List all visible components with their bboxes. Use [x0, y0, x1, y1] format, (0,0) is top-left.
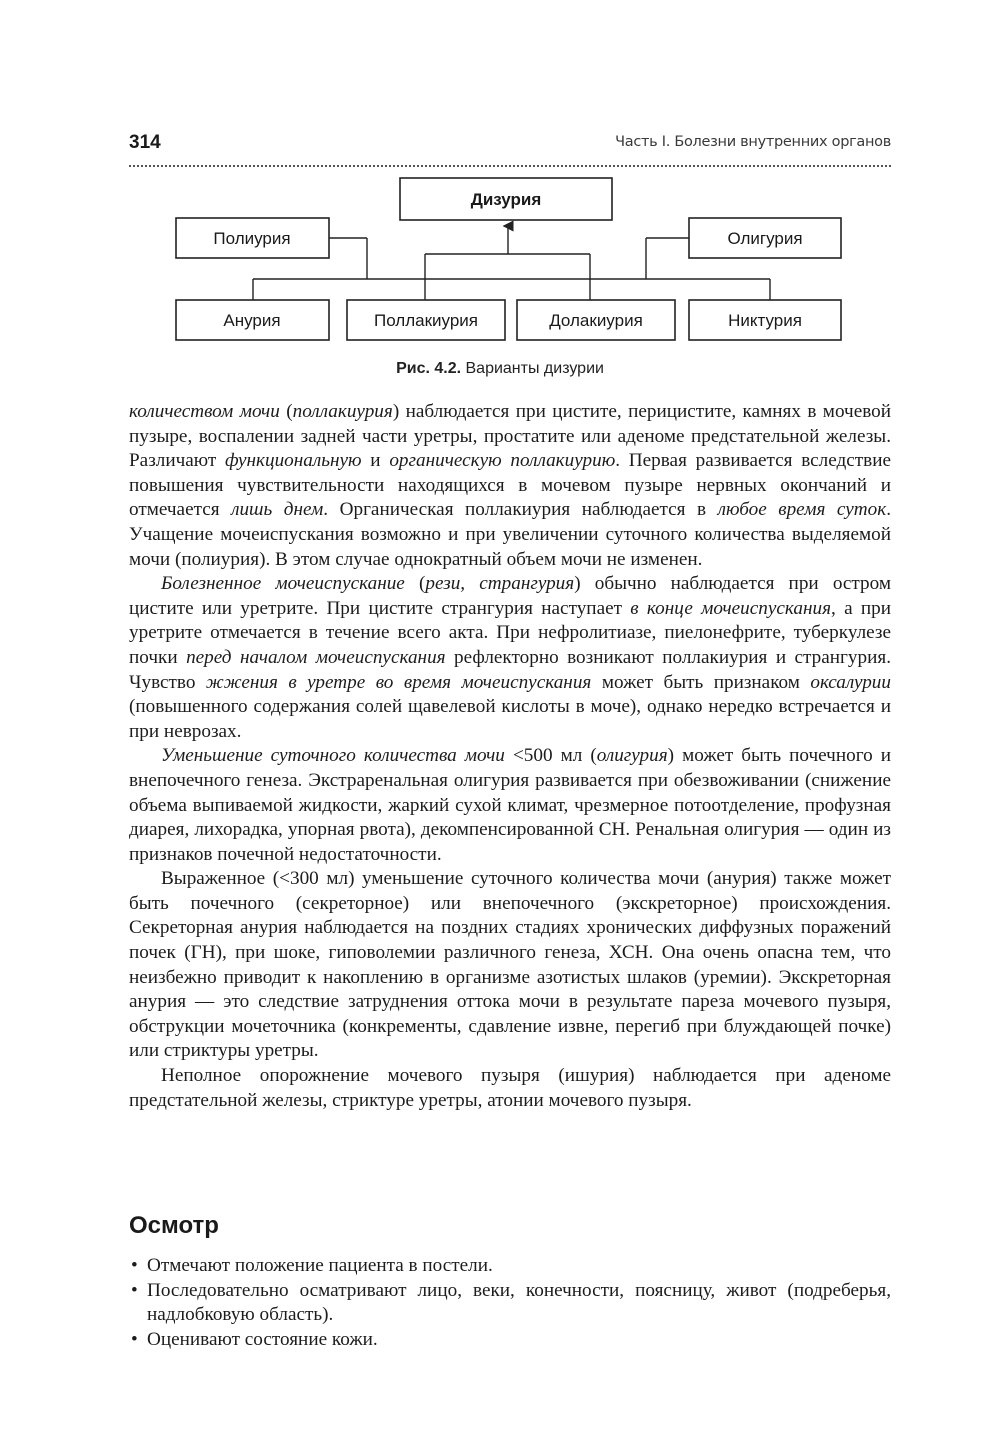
paragraph [129, 744, 891, 867]
box-poliuria-label: Полиурия [213, 229, 291, 248]
italic-term: любое время суток [717, 499, 887, 521]
body-text [129, 400, 891, 1113]
running-title: Часть I. Болезни внутренних органов [615, 134, 891, 150]
box-oliguria-label: Олигурия [727, 229, 803, 248]
text-run: . Первая развивается вследствие повышения чувствительности находящихся в мочевом пузыре нервных окончаний и отмечается [129, 450, 892, 521]
text-run: , а при уретрите отмечается в течение всего акта. При нефролитиазе, пиелонефрите, туберкулезе почки [129, 597, 892, 668]
header-dotted-rule [129, 165, 891, 167]
italic-term: Болезненное мочеиспускание [161, 573, 405, 595]
italic-term: количеством мочи [129, 401, 280, 422]
box-nikturia-label: Никтурия [728, 311, 802, 330]
italic-term: жжения в уретре во время мочеиспускания [205, 671, 592, 693]
text-run: Неполное опорожнение мочевого пузыря (ишурия) наблюдается при аденоме предстательной железы, стриктуре уретры, атонии мочевого пузыря. [129, 1065, 891, 1111]
text-run: . Органическая поллакиурия наблюдается в [323, 499, 718, 521]
box-dolakiuria [517, 300, 675, 340]
italic-term: оксалурии [810, 671, 891, 693]
italic-term: олигурия [596, 745, 668, 767]
text-run: рефлекторно возникают поллакиурия и странгурия. Чувство [129, 646, 892, 693]
text-run: . Учащение мочеиспускания возможно и при увеличении суточного количества выделяемой мочи (полиурия). В этом случае однократный объем мочи не изменен. [129, 499, 892, 570]
box-dysuria-label: Дизурия [470, 190, 542, 209]
list-item: • Последовательно осматривают лицо, веки, конечности, поясницу, живот (подреберья, надлобковую область). [129, 1279, 891, 1328]
list-item: • Отмечают положение пациента в постели. [129, 1254, 891, 1279]
text-run: ( [279, 401, 293, 422]
box-poliuria [176, 218, 329, 258]
text-run: ) может быть почечного и внепочечного генеза. Экстраренальная олигурия развивается при обезвоживании (снижение объема выпиваемой жидкости, жаркий сухой климат, чрезмерное потоотделение, профузная диарея, лихорадка, упорная рвота), декомпенсированной СН. Ренальная олигурия — один из признаков почечной недостаточности. [129, 745, 891, 865]
italic-term: органическую поллакиурию [389, 450, 616, 472]
figure-caption [0, 360, 1000, 378]
page-header [129, 132, 891, 164]
text-run: (повышенного содержания солей щавелевой кислоты в моче), однако нередко встречается и при неврозах. [129, 696, 891, 742]
italic-term: рези, странгурия [425, 573, 575, 595]
paragraph [129, 1064, 891, 1113]
box-nikturia [689, 300, 841, 340]
italic-term: поллакиурия [292, 401, 393, 422]
box-pollakiuria-label: Поллакиурия [374, 311, 478, 330]
figure-caption-label: Рис. 4.2. [396, 360, 462, 377]
text-run: ) обычно наблюдается при остром цистите или уретрите. При цистите странгурия наступает [129, 573, 892, 619]
page-number: 314 [129, 132, 161, 153]
text-run: и [361, 450, 390, 472]
bullet-list [129, 1254, 891, 1352]
box-pollakiuria [347, 300, 505, 340]
box-dysuria [400, 178, 612, 220]
text-run: ( [404, 573, 426, 595]
paragraph [129, 572, 891, 744]
box-anuria-label: Анурия [223, 311, 281, 330]
figure-caption-text: Варианты дизурии [465, 360, 604, 377]
section-heading: Осмотр [129, 1212, 219, 1239]
italic-term: функциональную [225, 450, 362, 472]
box-oliguria [689, 218, 841, 258]
text-run: Выраженное (<300 мл) уменьшение суточного количества мочи (анурия) также может быть почечного (секреторное) или внепочечного (экскреторное) происхождения. Секреторная анурия наблюдается на поздних стадиях хронических диффузных поражений почек (ГН), при шоке, гиповолемии различного генеза, ХСН. Она очень опасна тем, что неизбежно приводит к накоплению в организме азотистых шлаков (уремии). Экскреторная анурия — это следствие затруднения оттока мочи в результате пареза мочевого пузыря, обструкции мочеточника (конкременты, сдавление извне, перегиб при блуждающей почке) или стриктуры уретры. [129, 868, 891, 1062]
text-run: ) наблюдается при цистите, перицистите, камнях в мочевой пузыре, воспалении задней части уретры, простатите или аденоме предстательной железы. Различают [129, 401, 892, 472]
paragraph [129, 867, 891, 1064]
list-item: • Оценивают состояние кожи. [129, 1328, 891, 1353]
italic-term: Уменьшение суточного количества мочи [161, 745, 505, 767]
box-anuria [176, 300, 329, 340]
italic-term: в конце мочеиспускания [630, 597, 831, 619]
italic-term: перед началом мочеиспускания [186, 646, 446, 668]
italic-term: лишь днем [231, 499, 324, 521]
paragraph [129, 400, 891, 572]
box-dolakiuria-label: Долакиурия [549, 311, 643, 330]
text-run: может быть признаком [591, 671, 811, 693]
dysuria-diagram [0, 170, 1000, 350]
text-run: <500 мл ( [504, 745, 597, 767]
